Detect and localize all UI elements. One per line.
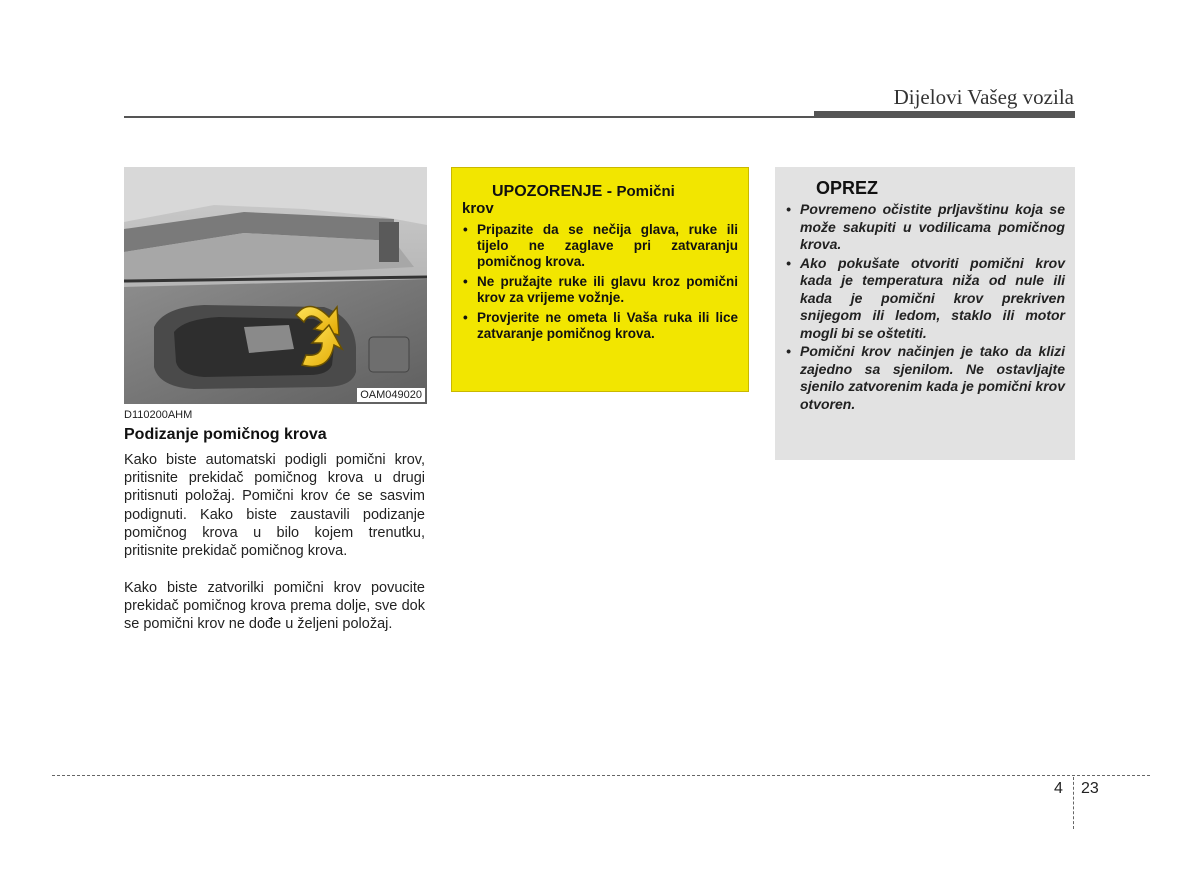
warning-item: • Provjerite ne ometa li Vaša ruka ili lice zatvaranje pomičnog krova.: [462, 310, 738, 342]
body-paragraph: Kako biste zatvorilki pomični krov povucite prekidač pomičnog krova prema dolje, sve dok se pomični krov ne dođe u željeni položaj.: [124, 580, 425, 633]
warning-title-sub: Pomični: [616, 183, 675, 200]
header-rule: [124, 116, 814, 118]
section-heading: Podizanje pomičnog krova: [124, 426, 327, 443]
page-number: 23: [1081, 780, 1099, 797]
figure-code: OAM049020: [357, 388, 425, 402]
chapter-number: 4: [1054, 780, 1063, 797]
warning-list: [462, 222, 738, 342]
footer-vertical-divider: [1073, 777, 1074, 829]
caution-list: [785, 201, 1065, 413]
caution-box: [775, 167, 1075, 460]
sunroof-switch-illustration: [124, 167, 427, 404]
sunroof-switch-photo: [124, 167, 427, 404]
warning-item: • Ne pružajte ruke ili glavu kroz pomični krov za vrijeme vožnje.: [462, 274, 738, 306]
caution-item: • Ako pokušate otvoriti pomični krov kada je temperatura niža od nule ili kada je pomični krov prekriven snijegom ili ledom, staklo ili motor mogli bi se oštetiti.: [785, 255, 1065, 343]
header-rule-accent: [814, 111, 1075, 118]
body-paragraph: Kako biste automatski podigli pomični krov, pritisnite prekidač pomičnog krova u drugi pritisnuti položaj. Pomični krov će se sasvim podignuti. Kako biste zaustavili podizanje pomičnog krova u bilo kojem trenutku, pritisnite prekidač pomičnog krova.: [124, 452, 425, 560]
caution-item: • Povremeno očistite prljavštinu koja se može sakupiti u vodilicama pomičnog krova.: [785, 201, 1065, 254]
warning-box: [451, 167, 749, 392]
header-title: Dijelovi Vašeg vozila: [893, 85, 1074, 109]
section-code: D110200AHM: [124, 409, 193, 421]
warning-title-line2: krov: [462, 200, 494, 217]
caution-title: OPREZ: [816, 178, 879, 198]
warning-title-main: UPOZORENJE -: [492, 183, 613, 200]
warning-item: • Pripazite da se nečija glava, ruke ili tijelo ne zaglave pri zatvaranju pomičnog krova.: [462, 222, 738, 270]
caution-item: • Pomični krov načinjen je tako da klizi zajedno sa sjenilom. Ne ostavljajte sjenilo zatvorenim kada je pomični krov otvoren.: [785, 343, 1065, 413]
footer-divider: [52, 775, 1150, 776]
